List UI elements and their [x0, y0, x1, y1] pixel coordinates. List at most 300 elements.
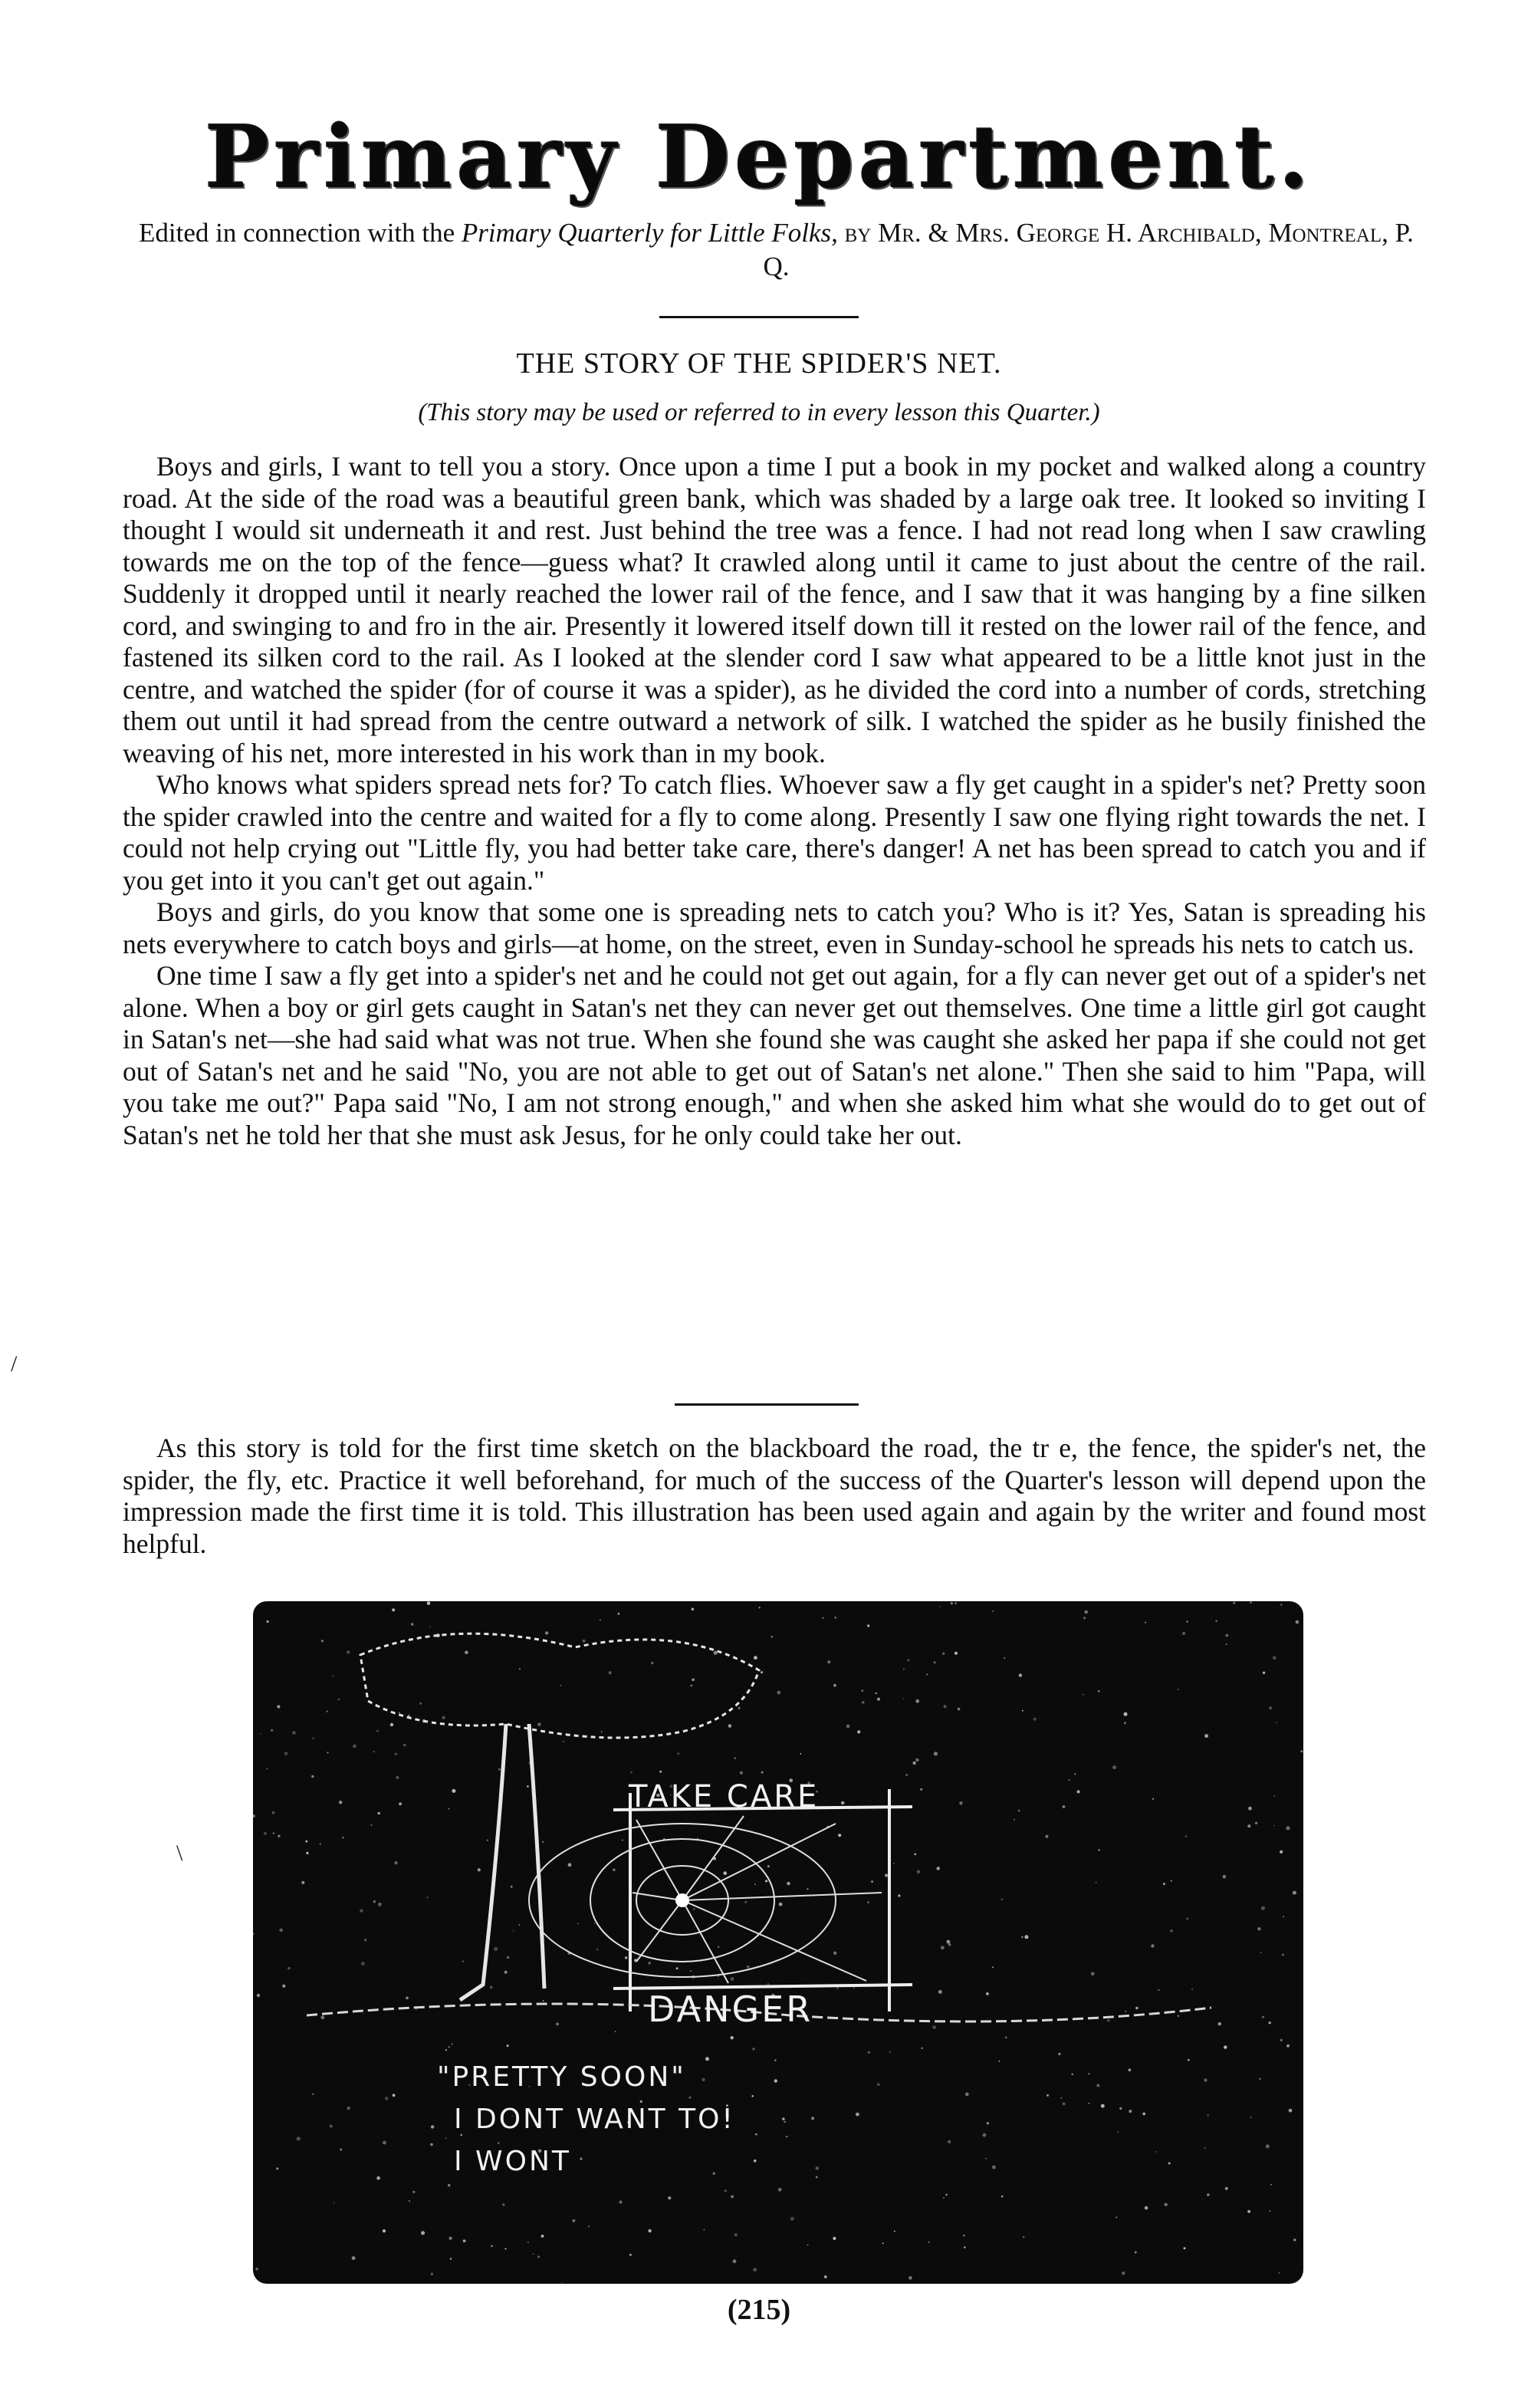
- chalk-speck: [1191, 1989, 1193, 1990]
- chalk-speck: [934, 1661, 936, 1663]
- sign-danger: DANGER: [648, 1989, 813, 2030]
- chalk-speck: [527, 2242, 529, 2243]
- chalk-speck: [513, 1930, 514, 1932]
- teacher-note: [123, 1433, 1426, 1560]
- margin-mark: \: [176, 1841, 183, 1866]
- chalk-speck: [841, 1801, 845, 1805]
- chalk-speck: [364, 1939, 366, 1941]
- chalk-speck: [562, 2282, 564, 2284]
- chalk-speck: [963, 2235, 964, 2236]
- chalk-speck: [1293, 2239, 1296, 2241]
- chalk-speck: [1063, 1805, 1066, 1808]
- chalk-speck: [1247, 1824, 1250, 1827]
- chalk-speck: [753, 2268, 757, 2271]
- chalk-speck: [452, 1789, 455, 1793]
- chalk-speck: [445, 2137, 447, 2139]
- chalk-speck: [731, 2036, 734, 2039]
- story-body: [123, 451, 1426, 1151]
- chalk-speck: [504, 1971, 508, 1974]
- chalk-speck: [677, 1752, 679, 1755]
- chalk-speck: [264, 1832, 267, 1835]
- chalk-speck: [622, 1840, 623, 1841]
- chalk-speck: [619, 2200, 622, 2203]
- chalk-speck: [273, 1833, 274, 1834]
- chalk-speck: [1122, 2271, 1125, 2275]
- chalk-speck: [942, 1653, 945, 1655]
- chalk-speck: [1186, 1620, 1188, 1623]
- chalk-speck: [861, 1689, 863, 1692]
- chalk-speck: [1170, 1929, 1173, 1933]
- chalk-speck: [945, 2194, 947, 2196]
- chalk-speck: [692, 1679, 695, 1682]
- chalk-speck: [822, 1617, 823, 1619]
- chalk-speck: [373, 1900, 376, 1903]
- chalk-speck: [478, 1868, 481, 1871]
- chalk-speck: [777, 1691, 780, 1695]
- chalk-speck: [692, 1608, 695, 1611]
- chalk-speck: [282, 1985, 285, 1988]
- chalk-speck: [947, 1940, 951, 1944]
- chalk-speck: [1022, 1710, 1024, 1712]
- chalk-speck: [909, 2276, 912, 2280]
- chalk-speck: [765, 1880, 767, 1882]
- chalk-speck: [527, 1785, 529, 1788]
- chalk-speck: [833, 1952, 836, 1955]
- chalk-speck: [556, 2023, 559, 2026]
- chalk-speck: [1273, 1825, 1275, 1827]
- chalk-speck: [330, 2125, 333, 2128]
- chalk-speck: [1182, 1632, 1185, 1635]
- chalk-speck: [1021, 1936, 1023, 1938]
- chalk-speck: [1171, 1880, 1172, 1882]
- chalk-speck: [393, 2094, 396, 2097]
- chalk-speck: [944, 1705, 947, 1708]
- chalk-speck: [903, 1669, 905, 1670]
- chalk-speck: [877, 1698, 880, 1701]
- chalk-speck: [507, 1956, 510, 1959]
- blackboard-line: I WONT: [454, 2146, 571, 2177]
- chalk-speck: [618, 1613, 620, 1615]
- chalk-speck: [1270, 2184, 1272, 2186]
- chalk-speck: [1233, 1602, 1235, 1604]
- chalk-speck: [1135, 2007, 1138, 2009]
- chalk-speck: [1278, 2271, 1280, 2274]
- chalk-speck: [542, 1841, 544, 1844]
- chalk-speck: [332, 1675, 334, 1676]
- chalk-speck: [1004, 1657, 1005, 1659]
- chalk-speck: [676, 1967, 678, 1969]
- chalk-speck: [1014, 1819, 1015, 1821]
- chalk-speck: [408, 1715, 410, 1717]
- chalk-speck: [518, 1924, 520, 1926]
- chalk-speck: [1063, 2102, 1066, 2105]
- chalk-speck: [373, 1751, 375, 1752]
- chalk-speck: [394, 1861, 397, 1864]
- chalk-speck: [390, 1723, 393, 1726]
- chalk-speck: [427, 1601, 431, 1605]
- chalk-speck: [573, 2219, 576, 2222]
- chalk-speck: [1208, 2114, 1209, 2116]
- chalk-speck: [992, 1610, 994, 1612]
- chalk-speck: [376, 2176, 380, 2180]
- chalk-speck: [774, 2079, 777, 2082]
- chalk-speck: [1058, 2053, 1060, 2055]
- chalk-speck: [490, 1986, 493, 1989]
- chalk-speck: [1168, 2162, 1171, 2164]
- chalk-speck: [740, 1771, 743, 1775]
- story-paragraph: Boys and girls, I want to tell you a story. Once upon a time I put a book in my pocket and walked along a country road. At the side of the road was a beautiful green bank, which was shaded by a large oak tree. It looked so inviting I thought I would sit underneath it and rest. Just behind the tree was a fence. I had not read long when I saw crawling towards me on the top of the fence—guess what? It crawled along until it came to just about the centre of the rail. Suddenly it dropped until it nearly reached the lower rail of the fence, and I saw that it was hanging by a fine silken cord, and swinging to and fro in the air. Presently it lowered itself down till it rested on the lower rail of the fence, and fastened its silken cord to the rail. As I looked at the slender cord I saw what appeared to be a little knot just in the centre, and watched the spider (for of course it was a spider), as he divided the cord into a number of cords, stretching them out until it had spread from the centre outward a network of silk. I watched the spider as he busily finished the weaving of his net, more interested in his work than in my book.: [123, 451, 1426, 768]
- chalk-speck: [406, 1997, 409, 2000]
- chalk-speck: [1118, 2131, 1119, 2133]
- chalk-speck: [955, 1602, 957, 1604]
- chalk-speck: [1033, 1718, 1037, 1721]
- chalk-speck: [1099, 1849, 1100, 1850]
- chalk-speck: [915, 1854, 917, 1856]
- tree-canopy: [360, 1633, 759, 1738]
- divider-rule: [659, 316, 859, 318]
- chalk-speck: [1046, 1835, 1049, 1838]
- chalk-speck: [693, 1908, 695, 1910]
- chalk-speck: [297, 2137, 301, 2140]
- chalk-speck: [733, 2259, 737, 2263]
- chalk-speck: [378, 1903, 382, 1906]
- chalk-speck: [1255, 1822, 1257, 1824]
- chalk-speck: [448, 1808, 449, 1810]
- chalk-speck: [1165, 2203, 1168, 2206]
- chalk-speck: [1178, 2015, 1179, 2017]
- blackboard-illustration: [253, 1601, 1303, 2284]
- chalk-speck: [352, 2256, 356, 2260]
- chalk-speck: [1185, 1835, 1187, 1837]
- chalk-speck: [378, 1812, 380, 1814]
- chalk-speck: [1096, 1882, 1097, 1883]
- chalk-speck: [905, 1774, 908, 1776]
- chalk-speck: [284, 1752, 288, 1755]
- chalk-speck: [1116, 2216, 1117, 2218]
- chalk-speck: [767, 1865, 770, 1867]
- chalk-speck: [734, 2233, 738, 2236]
- chalk-speck: [253, 1933, 255, 1935]
- chalk-speck: [1005, 2037, 1007, 2039]
- chalk-speck: [1225, 2187, 1228, 2190]
- chalk-speck: [541, 2235, 544, 2238]
- chalk-speck: [416, 2008, 417, 2010]
- chalk-speck: [964, 2246, 966, 2248]
- margin-mark: /: [11, 1351, 18, 1377]
- chalk-speck: [399, 1712, 400, 1713]
- chalk-speck: [752, 2048, 754, 2050]
- chalk-speck: [1124, 1712, 1128, 1716]
- sign-take-care: TAKE CARE: [629, 1779, 820, 1814]
- chalk-speck: [856, 2113, 859, 2117]
- chalk-speck: [588, 2225, 590, 2227]
- chalk-speck: [824, 2275, 827, 2278]
- chalk-speck: [1112, 1765, 1116, 1769]
- chalk-speck: [409, 2200, 410, 2202]
- chalk-speck: [932, 2025, 936, 2029]
- chalk-speck: [907, 1659, 909, 1661]
- chalk-speck: [288, 1967, 291, 1970]
- chalk-speck: [451, 2043, 453, 2045]
- chalk-speck: [498, 1768, 501, 1771]
- chalk-speck: [1224, 2045, 1227, 2048]
- chalk-speck: [1207, 2193, 1210, 2196]
- chalk-speck: [705, 2057, 709, 2061]
- chalk-speck: [889, 2051, 891, 2053]
- chalk-speck: [807, 2244, 809, 2245]
- chalk-speck: [846, 1725, 850, 1729]
- section-masthead: Primary Department.: [205, 107, 1313, 208]
- story-paragraph: One time I saw a fly get into a spider's net and he could not get out again, for a fly can never get out of a spider's net alone. When a boy or girl gets caught in Satan's net they can never get out themselves. One time a little girl got caught in Satan's net—she had said what was not true. When she found she was caught she asked her papa if she could not get out of Satan's net and he said "No, you are not able to get out of Satan's net alone." Then she said to him "Papa, will you take me out?" Papa said "No, I am not strong enough," and when she asked him what she would do to get out of Satan's net he told her that she must ask Jesus, for he only could take her out.: [123, 960, 1426, 1150]
- chalk-speck: [951, 1602, 953, 1604]
- chalk-speck: [320, 2015, 324, 2019]
- chalk-speck: [1259, 2078, 1260, 2080]
- chalk-speck: [703, 2229, 705, 2230]
- chalk-speck: [876, 1693, 878, 1695]
- chalk-speck: [1089, 2103, 1090, 2104]
- chalk-speck: [885, 1873, 888, 1877]
- chalk-speck: [1293, 1891, 1296, 1895]
- chalk-speck: [271, 1729, 273, 1732]
- chalk-speck: [787, 1882, 790, 1885]
- tree-trunk: [460, 1724, 544, 2000]
- chalk-speck: [412, 2191, 415, 2193]
- chalk-speck: [868, 2051, 870, 2054]
- chalk-speck: [277, 1705, 280, 1708]
- chalk-speck: [782, 2117, 785, 2120]
- chalk-speck: [306, 1852, 308, 1854]
- chalk-speck: [718, 1946, 719, 1948]
- chalk-speck: [494, 1947, 498, 1951]
- chalk-speck: [279, 1929, 283, 1933]
- chalk-speck: [1074, 1773, 1076, 1775]
- chalk-speck: [1091, 1972, 1095, 1975]
- chalk-speck: [449, 2237, 452, 2240]
- chalk-speck: [811, 2117, 814, 2120]
- chalk-speck: [1204, 2078, 1207, 2081]
- chalk-speck: [276, 2167, 278, 2170]
- chalk-speck: [958, 1708, 961, 1711]
- chalk-speck: [689, 2097, 692, 2099]
- chalk-speck: [893, 1863, 895, 1864]
- spider-mark: [675, 1893, 689, 1907]
- chalk-speck: [1060, 2097, 1063, 2100]
- chalk-speck: [1107, 2019, 1110, 2022]
- chalk-speck: [1083, 1617, 1086, 1619]
- blackboard-sketch: [253, 1601, 1303, 2284]
- chalk-speck: [724, 2189, 727, 2192]
- chalk-speck: [882, 2242, 884, 2244]
- chalk-speck: [1155, 2151, 1157, 2153]
- chalk-speck: [502, 2203, 504, 2206]
- chalk-speck: [253, 1814, 255, 1818]
- chalk-speck: [543, 2000, 544, 2002]
- chalk-speck: [754, 1883, 756, 1885]
- publication-title: Primary Quarterly for Little Folks,: [461, 218, 838, 248]
- chalk-speck: [1204, 1734, 1208, 1738]
- chalk-speck: [774, 2059, 777, 2061]
- teacher-note-paragraph: As this story is told for the first time sketch on the blackboard the road, the tr e, the fence, the spider's net, the spider, the fly, etc. Practice it well beforehand, for much of the success of the Quarter's lesson will depend upon the impression made the first time it is told. This illustration has been used again and again by the writer and found most helpful.: [123, 1433, 1426, 1559]
- story-paragraph: Boys and girls, do you know that some one is spreading nets to catch you? Who is it? Yes, Satan is spreading his nets everywhere to catch boys and girls—at home, on the street, even in Sunday-school he spreads his nets to catch us.: [123, 896, 1426, 959]
- editor-names: by Mr. & Mrs. George H. Archibald, Montreal, P. Q.: [763, 218, 1414, 281]
- chalk-speck: [723, 1871, 727, 1875]
- chalk-speck: [430, 2143, 433, 2146]
- chalk-speck: [580, 2158, 582, 2160]
- chalk-speck: [1223, 1875, 1227, 1879]
- chalk-speck: [411, 1623, 413, 1625]
- chalk-speck: [955, 1652, 958, 1655]
- chalk-speck: [922, 2048, 923, 2049]
- chalk-speck: [421, 2231, 425, 2235]
- chalk-speck: [1226, 1643, 1227, 1645]
- chalk-speck: [1083, 1694, 1084, 1696]
- chalk-speck: [965, 2093, 969, 2097]
- chalk-speck: [537, 1722, 541, 1726]
- chalk-speck: [383, 2141, 386, 2145]
- chalk-speck: [519, 1668, 521, 1669]
- chalk-speck: [311, 1775, 314, 1778]
- chalk-speck: [731, 2196, 734, 2199]
- chalk-speck: [1280, 1604, 1282, 1606]
- chalk-speck: [399, 1802, 402, 1805]
- chalk-speck: [1184, 2247, 1186, 2249]
- chalk-speck: [1257, 1927, 1260, 1930]
- chalk-speck: [691, 1685, 693, 1687]
- chalk-speck: [568, 1863, 572, 1867]
- chalk-speck: [1077, 1790, 1080, 1793]
- chalk-speck: [948, 1943, 951, 1946]
- chalk-speck: [713, 2173, 715, 2175]
- chalk-speck: [754, 2160, 757, 2163]
- chalk-speck: [718, 1975, 719, 1977]
- chalk-speck: [1096, 2084, 1099, 2087]
- chalk-speck: [272, 1811, 275, 1814]
- chalk-speck: [1262, 2016, 1264, 2018]
- chalk-speck: [833, 1684, 836, 1687]
- chalk-speck: [1280, 1850, 1283, 1854]
- chalk-speck: [600, 1620, 601, 1621]
- blackboard-line: "PRETTY SOON": [437, 2061, 686, 2093]
- chalk-speck: [714, 1651, 718, 1655]
- chalk-speck: [1269, 1706, 1272, 1709]
- chalk-speck: [1024, 1935, 1028, 1939]
- chalk-speck: [877, 2083, 880, 2086]
- chalk-speck: [834, 1617, 836, 1619]
- chalk-speck: [1158, 1989, 1160, 1992]
- chalk-speck: [1269, 2210, 1270, 2212]
- chalk-speck: [1273, 1795, 1275, 1797]
- chalk-speck: [1276, 1722, 1277, 1723]
- chalk-speck: [1250, 1601, 1252, 1604]
- chalk-speck: [426, 1896, 428, 1898]
- chalk-speck: [1266, 2144, 1270, 2148]
- chalk-speck: [1129, 2068, 1132, 2071]
- chalk-speck: [659, 1771, 662, 1773]
- chalk-speck: [1023, 2236, 1024, 2238]
- chalk-speck: [385, 2097, 389, 2100]
- story-paragraph: Who knows what spiders spread nets for? To catch flies. Whoever saw a fly get caught in a spider's net? Pretty soon the spider crawled into the centre and waited for a fly to come along. Presently I saw one flying right towards the net. I could not help crying out "Little fly, you had better take care, there's danger! A net has been spread to catch you and if you get into it you can't get out again.": [123, 769, 1426, 896]
- editor-prefix: Edited in connection with the: [139, 218, 462, 248]
- chalk-speck: [702, 2078, 705, 2081]
- chalk-speck: [1273, 1656, 1276, 1660]
- chalk-speck: [738, 1707, 740, 1709]
- chalk-speck: [563, 1741, 564, 1742]
- chalk-speck: [1283, 1916, 1284, 1917]
- chalk-speck: [1250, 2117, 1252, 2118]
- chalk-speck: [278, 1834, 281, 1837]
- chalk-speck: [779, 1903, 783, 1906]
- chalk-speck: [833, 2237, 836, 2240]
- chalk-speck: [1019, 1673, 1022, 1676]
- chalk-speck: [1300, 1750, 1303, 1752]
- chalk-speck: [431, 2273, 433, 2275]
- chalk-speck: [353, 1745, 356, 1748]
- chalk-speck: [648, 2229, 651, 2232]
- chalk-speck: [449, 2046, 450, 2048]
- chalk-speck: [862, 1701, 864, 1703]
- chalk-speck: [668, 2196, 671, 2199]
- chalk-speck: [491, 2245, 493, 2248]
- chalk-speck: [1135, 2252, 1137, 2254]
- chalk-speck: [312, 1738, 314, 1739]
- chalk-speck: [1145, 2206, 1148, 2210]
- chalk-speck: [1286, 1826, 1290, 1830]
- chalk-speck: [983, 2133, 987, 2137]
- chalk-speck: [1089, 2073, 1090, 2074]
- chalk-speck: [755, 2133, 757, 2136]
- chalk-speck: [1145, 1622, 1146, 1623]
- chalk-speck: [1124, 1722, 1126, 1724]
- chalk-speck: [545, 1631, 548, 1634]
- chalk-speck: [853, 1988, 855, 1989]
- chalk-speck: [1296, 1620, 1300, 1624]
- chalk-speck: [342, 1837, 343, 1838]
- divider-rule: [675, 1403, 859, 1406]
- chalk-speck: [487, 1840, 488, 1841]
- chalk-speck: [266, 1768, 268, 1769]
- chalk-speck: [577, 1923, 579, 1924]
- chalk-speck: [448, 2184, 450, 2186]
- chalk-speck: [1129, 2110, 1132, 2113]
- chalk-speck: [690, 1970, 692, 1972]
- chalk-speck: [648, 1962, 651, 1965]
- chalk-speck: [338, 1699, 340, 1700]
- chalk-speck: [334, 2202, 335, 2203]
- chalk-speck: [292, 1731, 296, 1735]
- chalk-speck: [940, 1606, 941, 1607]
- chalk-speck: [1018, 1810, 1020, 1812]
- chalk-speck: [1269, 2021, 1271, 2024]
- chalk-speck: [767, 1983, 769, 1985]
- chalk-speck: [1163, 1883, 1165, 1885]
- chalk-speck: [629, 2254, 632, 2256]
- chalk-speck: [1001, 2196, 1004, 2198]
- chalk-speck: [376, 1730, 379, 1732]
- chalk-speck: [1085, 1610, 1088, 1614]
- chalk-speck: [445, 2049, 447, 2051]
- chalk-speck: [915, 1699, 919, 1703]
- chalk-speck: [903, 1698, 905, 1699]
- chalk-speck: [305, 1841, 307, 1843]
- chalk-speck: [915, 1758, 918, 1762]
- chalk-speck: [1289, 2109, 1293, 2113]
- chalk-speck: [396, 1776, 399, 1779]
- chalk-speck: [759, 1607, 761, 1608]
- chalk-speck: [1151, 1944, 1154, 1947]
- chalk-speck: [992, 1966, 994, 1968]
- chalk-speck: [894, 2230, 895, 2232]
- chalk-speck: [533, 2253, 534, 2255]
